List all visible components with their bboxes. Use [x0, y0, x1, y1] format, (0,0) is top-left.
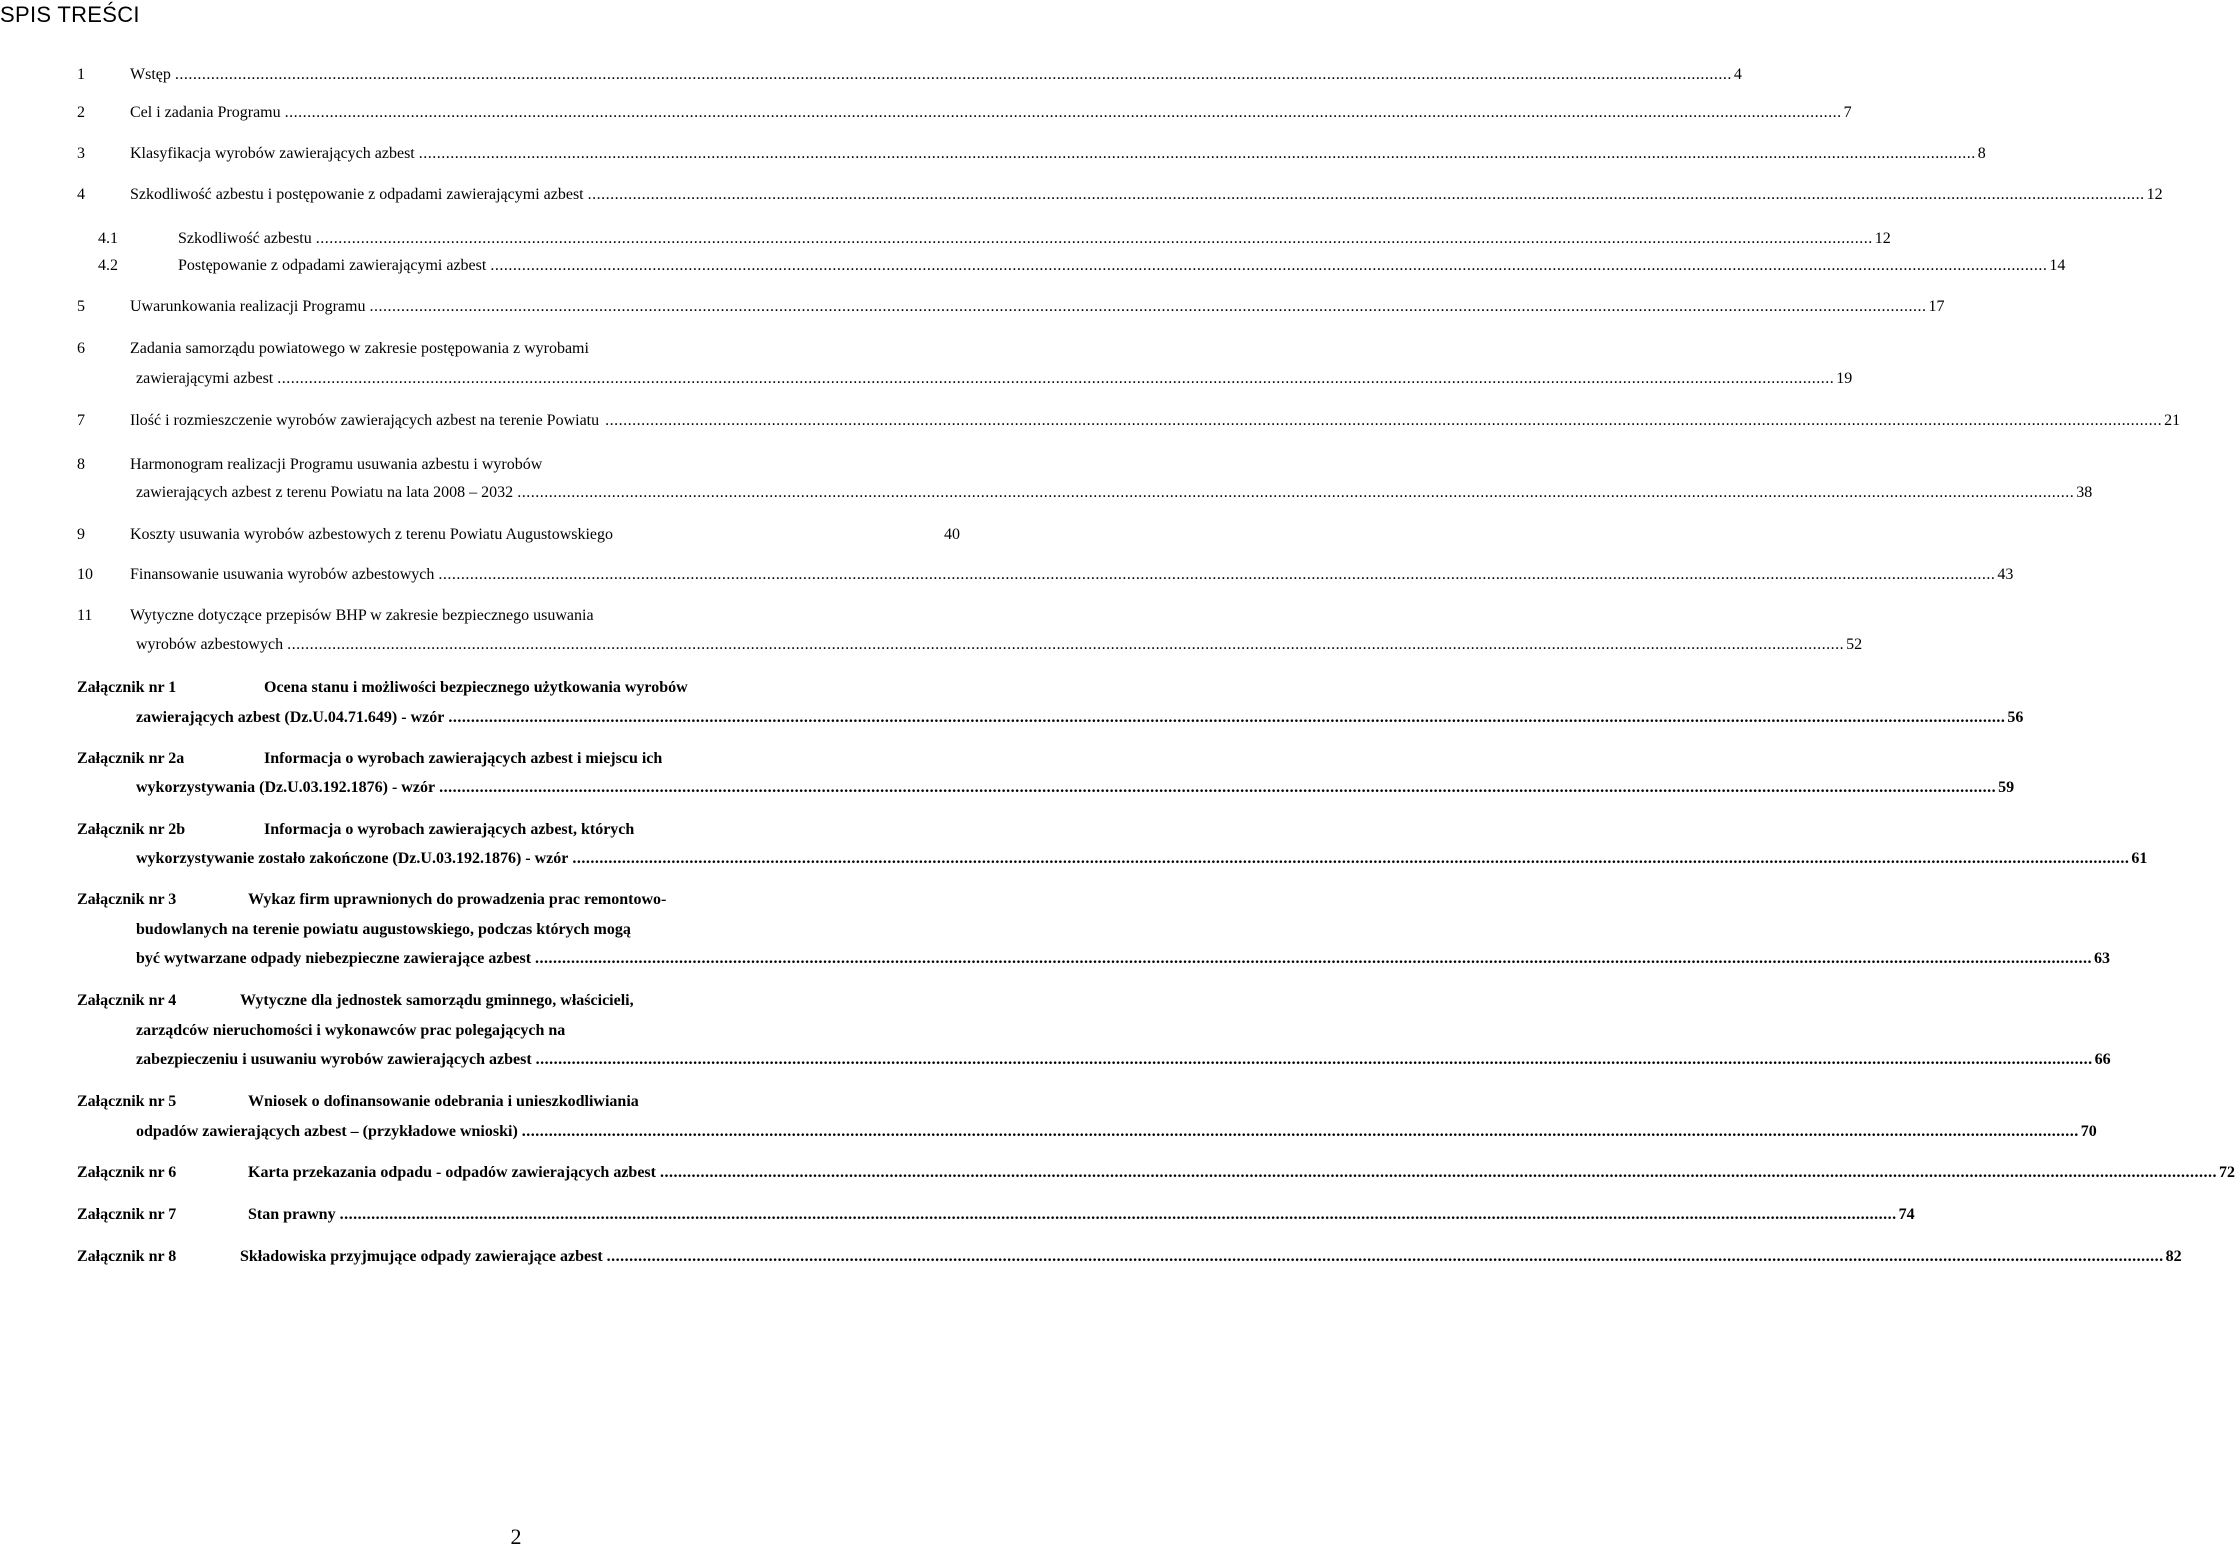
toc-leader: .......................................................................................................................................................................................................................................................................................................................................................... [587, 186, 2145, 203]
toc-annex-8[interactable] [77, 1242, 2182, 1272]
toc-title: zawierającymi azbest [136, 370, 274, 387]
toc-title: Cel i zadania Programu [130, 104, 281, 121]
toc-title: wyrobów azbestowych [136, 636, 284, 653]
toc-title: Uwarunkowania realizacji Programu [130, 298, 366, 315]
toc-title-line: Informacja o wyrobach zawierających azbest i miejscu ich [264, 750, 663, 767]
toc-title: Klasyfikacja wyrobów zawierających azbest [130, 145, 415, 162]
toc-title: Szkodliwość azbestu i postępowanie z odpadami zawierającymi azbest [130, 186, 584, 203]
toc-number: 11 [77, 607, 93, 624]
toc-title-line: budowlanych na terenie powiatu augustowskiego, podczas których mogą [136, 921, 631, 938]
toc-page: 4 [1733, 66, 1742, 83]
toc-title-line: Wniosek o dofinansowanie odebrania i unieszkodliwiania [248, 1093, 639, 1110]
toc-title: Szkodliwość azbestu [178, 230, 312, 247]
toc-page: 52 [1846, 636, 1863, 653]
toc-leader: .......................................................................................................................................................................................................................................................................................................................................................... [438, 566, 1996, 583]
toc-number: Załącznik nr 7 [77, 1206, 177, 1223]
toc-entry-2[interactable] [77, 98, 1852, 128]
toc-title: zawierających azbest (Dz.U.04.71.649) - wzór [136, 709, 445, 726]
toc-leader: .......................................................................................................................................................................................................................................................................................................................................................... [659, 1164, 2217, 1181]
toc-entry-5[interactable] [77, 292, 1945, 322]
toc-entry-9[interactable] [77, 520, 960, 550]
toc-leader: .......................................................................................................................................................................................................................................................................................................................................................... [535, 950, 2093, 967]
toc-leader: .......................................................................................................................................................................................................................................................................................................................................................... [535, 1051, 2093, 1068]
toc-title: Składowiska przyjmujące odpady zawierające azbest [240, 1248, 603, 1265]
toc-number: Załącznik nr 5 [77, 1093, 177, 1110]
toc-page: 19 [1836, 370, 1853, 387]
toc-title-line: Ocena stanu i możliwości bezpiecznego użytkowania wyrobów [264, 679, 688, 696]
toc-title: Postępowanie z odpadami zawierającymi azbest [178, 257, 487, 274]
toc-leader: .......................................................................................................................................................................................................................................................................................................................................................... [517, 484, 2075, 501]
toc-title: Finansowanie usuwania wyrobów azbestowych [130, 566, 435, 583]
toc-leader: .......................................................................................................................................................................................................................................................................................................................................................... [287, 636, 1845, 653]
toc-leader: .......................................................................................................................................................................................................................................................................................................................................................... [315, 230, 1873, 247]
toc-entry-4-1[interactable] [98, 224, 1891, 254]
toc-number: Załącznik nr 1 [77, 679, 177, 696]
toc-title-line: Informacja o wyrobach zawierających azbest, których [264, 821, 635, 838]
toc-leader: .......................................................................................................................................................................................................................................................................................................................................................... [174, 66, 1732, 83]
toc-title: Karta przekazania odpadu - odpadów zawierających azbest [248, 1164, 656, 1181]
toc-page: 66 [2094, 1051, 2111, 1068]
toc-number: 2 [77, 104, 85, 121]
toc-title: Wstęp [130, 66, 171, 83]
toc-page: 72 [2218, 1164, 2235, 1181]
toc-title: zabezpieczeniu i usuwaniu wyrobów zawierających azbest [136, 1051, 532, 1068]
toc-page: 74 [1898, 1206, 1915, 1223]
toc-leader: .......................................................................................................................................................................................................................................................................................................................................................... [448, 709, 2006, 726]
toc-page: 12 [1874, 230, 1891, 247]
toc-number: 4.2 [98, 257, 118, 274]
toc-leader: .......................................................................................................................................................................................................................................................................................................................................................... [605, 412, 2163, 429]
toc-page: 63 [2094, 950, 2111, 967]
toc-page: 61 [2131, 850, 2148, 867]
toc-number: Załącznik nr 4 [77, 992, 177, 1009]
toc-heading: SPIS TREŚCI [0, 2, 140, 27]
toc-page: 40 [944, 526, 960, 543]
toc-page: 38 [2076, 484, 2093, 501]
toc-number: 1 [77, 66, 85, 83]
toc-number: 6 [77, 340, 85, 357]
toc-page: 43 [1997, 566, 2014, 583]
toc-title-line: zarządców nieruchomości i wykonawców prac polegających na [136, 1022, 566, 1039]
toc-number: Załącznik nr 6 [77, 1164, 177, 1181]
toc-title-line: Wytyczne dla jednostek samorządu gminnego, właścicieli, [240, 992, 634, 1009]
toc-title-line: Wykaz firm uprawnionych do prowadzenia prac remontowo- [248, 891, 667, 908]
toc-number: 4.1 [98, 230, 118, 247]
toc-leader: .......................................................................................................................................................................................................................................................................................................................................................... [284, 104, 1842, 121]
toc-title-line: Zadania samorządu powiatowego w zakresie postępowania z wyrobami [130, 340, 589, 357]
toc-title: zawierających azbest z terenu Powiatu na lata 2008 – 2032 [136, 484, 514, 501]
toc-page: 82 [2165, 1248, 2182, 1265]
toc-leader: .......................................................................................................................................................................................................................................................................................................................................................... [572, 850, 2130, 867]
toc-leader: .......................................................................................................................................................................................................................................................................................................................................................... [439, 779, 1997, 796]
toc-leader: .......................................................................................................................................................................................................................................................................................................................................................... [369, 298, 1927, 315]
toc-title: wykorzystywanie zostało zakończone (Dz.U.03.192.1876) - wzór [136, 850, 569, 867]
toc-entry-10[interactable] [77, 560, 2014, 590]
toc-leader: .......................................................................................................................................................................................................................................................................................................................................................... [606, 1248, 2164, 1265]
toc-title: Ilość i rozmieszczenie wyrobów zawierających azbest na terenie Powiatu [130, 412, 600, 429]
toc-leader: .......................................................................................................................................................................................................................................................................................................................................................... [277, 370, 1835, 387]
toc-annex-6[interactable] [77, 1158, 2235, 1188]
toc-number: 10 [77, 566, 93, 583]
toc-page: 70 [2080, 1123, 2097, 1140]
toc-page: 7 [1843, 104, 1852, 121]
toc-page: 56 [2007, 709, 2024, 726]
toc-title: Koszty usuwania wyrobów azbestowych z terenu Powiatu Augustowskiego [130, 526, 614, 543]
toc-leader: .......................................................................................................................................................................................................................................................................................................................................................... [418, 145, 1976, 162]
toc-page: 17 [1928, 298, 1945, 315]
toc-page: 59 [1998, 779, 2015, 796]
toc-title-line: Harmonogram realizacji Programu usuwania azbestu i wyrobów [130, 456, 543, 473]
toc-page: 8 [1977, 145, 1986, 162]
toc-number: 9 [77, 526, 85, 543]
page-number: 2 [510, 1524, 522, 1549]
toc-title: odpadów zawierających azbest – (przykładowe wnioski) [136, 1123, 518, 1140]
toc-title-line: Wytyczne dotyczące przepisów BHP w zakresie bezpiecznego usuwania [130, 607, 594, 624]
toc-number: 4 [77, 186, 85, 203]
toc-number: Załącznik nr 3 [77, 891, 177, 908]
toc-number: Załącznik nr 8 [77, 1248, 177, 1265]
toc-title: Stan prawny [248, 1206, 336, 1223]
toc-number: Załącznik nr 2b [77, 821, 186, 838]
toc-entry-7[interactable] [77, 406, 2181, 436]
toc-number: 3 [77, 145, 85, 162]
toc-leader: .......................................................................................................................................................................................................................................................................................................................................................... [521, 1123, 2079, 1140]
toc-entry-1[interactable] [77, 60, 1742, 90]
toc-number: 8 [77, 456, 85, 473]
toc-page: 21 [2164, 412, 2181, 429]
toc-number: Załącznik nr 2a [77, 750, 185, 767]
toc-title: wykorzystywania (Dz.U.03.192.1876) - wzór [136, 779, 436, 796]
toc-page: 12 [2146, 186, 2163, 203]
toc-page: 14 [2049, 257, 2066, 274]
toc-leader: .......................................................................................................................................................................................................................................................................................................................................................... [339, 1206, 1897, 1223]
toc-entry-4[interactable] [77, 180, 2163, 210]
toc-annex-7[interactable] [77, 1200, 1915, 1230]
toc-title: być wytwarzane odpady niebezpieczne zawierające azbest [136, 950, 532, 967]
toc-number: 5 [77, 298, 85, 315]
toc-entry-3[interactable] [77, 139, 1986, 169]
toc-entry-4-2[interactable] [98, 251, 2066, 281]
toc-number: 7 [77, 412, 85, 429]
toc-leader: .......................................................................................................................................................................................................................................................................................................................................................... [490, 257, 2048, 274]
